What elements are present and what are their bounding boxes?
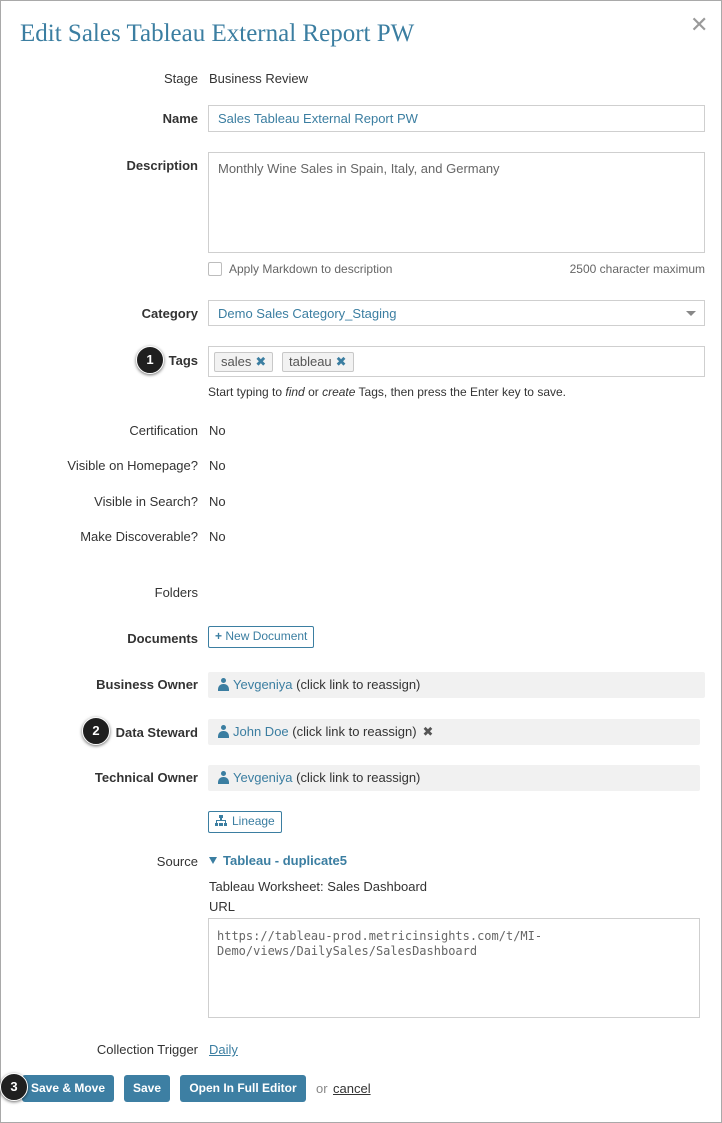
plus-icon: +	[215, 629, 223, 643]
certification-label: Certification	[129, 423, 198, 438]
chevron-down-icon	[686, 311, 696, 316]
new-document-button[interactable]: + New Document	[208, 626, 314, 648]
visible-homepage-value: No	[209, 458, 226, 473]
visible-homepage-label: Visible on Homepage?	[67, 458, 198, 473]
tag-label: sales	[221, 354, 252, 369]
tags-label: Tags	[168, 353, 198, 368]
stage-value: Business Review	[209, 71, 308, 86]
save-and-move-button[interactable]: Save & Move	[22, 1075, 114, 1102]
lineage-icon	[215, 815, 227, 826]
callout-2: 2	[82, 717, 110, 745]
tag-tableau	[282, 352, 354, 372]
remove-tag-icon[interactable]: ✖	[335, 354, 347, 369]
save-button[interactable]: Save	[124, 1075, 170, 1102]
tags-help: Start typing to find or create Tags, then press the Enter key to save.	[208, 385, 566, 399]
url-textarea[interactable]	[208, 918, 700, 1018]
documents-label: Documents	[127, 631, 198, 646]
visible-search-label: Visible in Search?	[94, 494, 198, 509]
collection-trigger-label: Collection Trigger	[96, 1042, 198, 1057]
source-worksheet: Tableau Worksheet: Sales Dashboard	[209, 879, 427, 894]
markdown-checkbox[interactable]	[208, 262, 222, 276]
category-select[interactable]	[208, 300, 705, 326]
markdown-label: Apply Markdown to description	[229, 262, 393, 276]
cancel-link[interactable]: cancel	[333, 1081, 371, 1096]
dialog-title: Edit Sales Tableau External Report PW	[20, 20, 415, 47]
technical-owner-link[interactable]: Yevgeniya	[233, 770, 293, 785]
name-label: Name	[162, 111, 198, 126]
name-input[interactable]	[208, 105, 705, 132]
tags-input[interactable]	[208, 346, 705, 377]
user-icon	[218, 725, 229, 738]
source-label: Source	[156, 854, 198, 869]
data-steward-field: John Doe (click link to reassign) ✖	[208, 719, 700, 745]
lineage-button[interactable]: Lineage	[208, 811, 282, 833]
callout-1: 1	[136, 346, 164, 374]
business-owner-link[interactable]: Yevgeniya	[233, 677, 293, 692]
user-icon	[218, 678, 229, 691]
close-icon[interactable]: ✕	[690, 12, 709, 37]
tag-sales	[214, 352, 273, 372]
discoverable-value: No	[209, 529, 226, 544]
description-label: Description	[126, 158, 198, 173]
technical-owner-label: Technical Owner	[94, 770, 198, 785]
category-label: Category	[141, 306, 198, 321]
url-line-2: Demo/views/DailySales/SalesDashboard	[217, 944, 478, 958]
business-owner-field: Yevgeniya (click link to reassign)	[208, 672, 705, 698]
description-max-note: 2500 character maximum	[569, 262, 705, 276]
remove-tag-icon[interactable]: ✖	[255, 354, 267, 369]
name-input-value: Sales Tableau External Report PW	[218, 111, 418, 126]
caret-down-icon	[209, 857, 217, 864]
description-value: Monthly Wine Sales in Spain, Italy, and Germany	[218, 161, 500, 176]
url-label: URL	[209, 899, 236, 914]
certification-value: No	[209, 423, 226, 438]
technical-owner-field: Yevgeniya (click link to reassign)	[208, 765, 700, 791]
source-link[interactable]: Tableau - duplicate5	[209, 853, 347, 868]
business-owner-label: Business Owner	[96, 677, 198, 692]
visible-search-value: No	[209, 494, 226, 509]
open-full-editor-button[interactable]: Open In Full Editor	[180, 1075, 306, 1102]
description-textarea[interactable]	[208, 152, 705, 253]
or-text: or	[316, 1081, 328, 1096]
collection-trigger-link[interactable]: Daily	[209, 1042, 238, 1057]
stage-label: Stage	[164, 71, 198, 86]
callout-3: 3	[0, 1073, 28, 1101]
data-steward-label: Data Steward	[115, 725, 198, 740]
folders-label: Folders	[154, 585, 198, 600]
tag-label: tableau	[289, 354, 332, 369]
discoverable-label: Make Discoverable?	[80, 529, 198, 544]
user-icon	[218, 771, 229, 784]
category-value: Demo Sales Category_Staging	[218, 306, 397, 321]
data-steward-link[interactable]: John Doe	[233, 724, 289, 739]
url-line-1: https://tableau-prod.metricinsights.com/t/MI-	[217, 929, 543, 943]
remove-steward-icon[interactable]: ✖	[422, 724, 434, 739]
